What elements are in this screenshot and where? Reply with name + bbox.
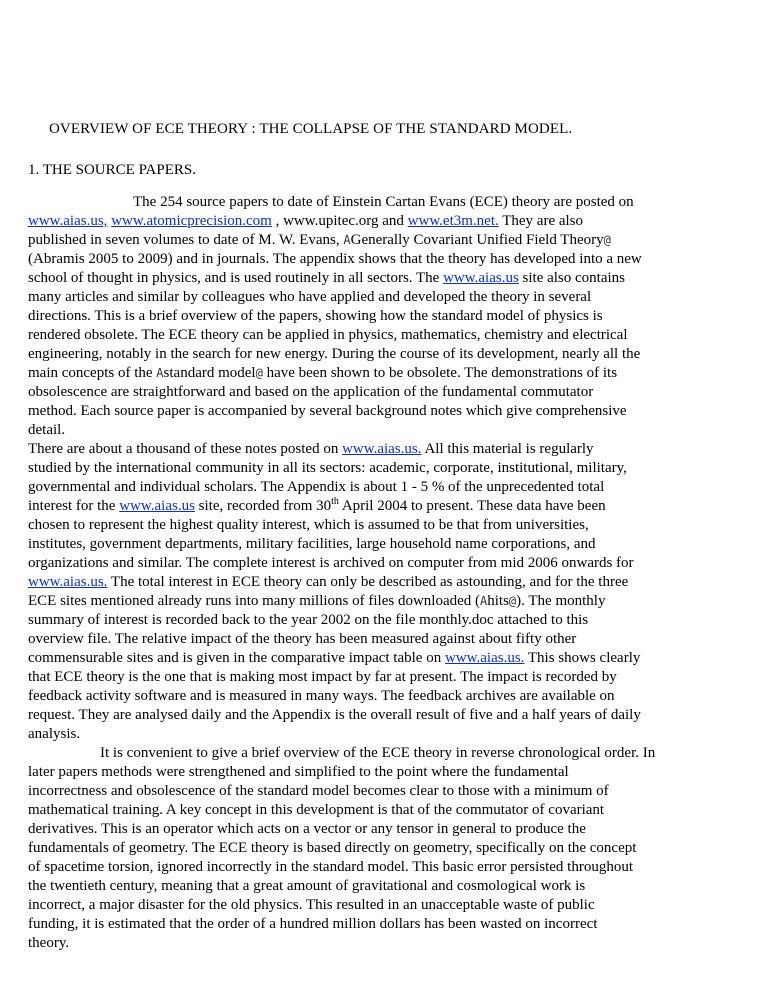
para1-line-10 [28,364,748,383]
para2-line-8 [28,573,748,592]
para1-line-13: detail. [28,422,66,438]
para2-line-5: chosen to represent the highest quality interest, which is assumed to be that from universities, [28,517,589,533]
para3-line-9: incorrect, a major disaster for the old physics. This resulted in an unacceptable waste of public [28,897,595,913]
para2-line-2: studied by the international community in all its sectors: academic, corporate, institutional, military, [28,460,627,476]
quoted-word: hits [487,593,509,609]
para1-line-8: rendered obsolete. The ECE theory can be applied in physics, mathematics, chemistry and electrical [28,327,628,343]
link-et3m[interactable]: www.et3m.net. [407,213,499,229]
para2-text-12b: This shows clearly [524,650,641,666]
para3-line-2: later papers methods were strengthened and simplified to the point where the fundamental [28,764,569,780]
para2-line-15: request. They are analysed daily and the Appendix is the overall result of five and a half years of daily [28,707,641,723]
para2-line-3: governmental and individual scholars. The Appendix is about 1 - 5 % of the unprecedented total [28,479,605,495]
para2-line-10: summary of interest is recorded back to the year 2002 on the file monthly.doc attached to this [28,612,589,628]
para3-line-11: theory. [28,935,70,951]
para2-line-11: overview file. The relative impact of the theory has been measured against about fifty other [28,631,577,647]
para1-text-1: The 254 source papers to date of Einstein Cartan Evans (ECE) theory are posted on [133,194,634,210]
section-heading: 1. THE SOURCE PAPERS. [28,162,196,178]
para2-text-4a: interest for the [28,498,120,514]
para3-line-6: fundamentals of geometry. The ECE theory is based directly on geometry, specifically on the concept [28,840,637,856]
para2-line-16: analysis. [28,726,81,742]
link-aias[interactable]: www.aias.us [443,270,519,286]
para3-line-3: incorrectness and obsolescence of the standard model becomes clear to those with a minimum of [28,783,609,799]
para2-line-9 [28,592,748,611]
link-aias[interactable]: www.aias.us. [28,574,108,590]
para2-line-13: that ECE theory is the one that is making most impact by far at present. The impact is recorded by [28,669,617,685]
para1-text-5a: school of thought in physics, and is used routinely in all sectors. The [28,270,444,286]
para1-text-2b: They are also [498,213,584,229]
para3-line-4: mathematical training. A key concept in this development is that of the commutator of covariant [28,802,605,818]
book-title: Generally Covariant Unified Field Theory [350,232,604,248]
para3-line-1: It is convenient to give a brief overview of the ECE theory in reverse chronological order. In [100,745,656,761]
link-aias[interactable]: www.aias.us. [342,441,422,457]
para2-text-1b: All this material is regularly [421,441,594,457]
link-aias[interactable]: www.aias.us [119,498,195,514]
document-body [28,193,748,953]
para1-line-6: many articles and similar by colleagues who have applied and developed the theory in several [28,289,592,305]
link-atomicprecision[interactable]: www.atomicprecision.com [111,213,272,229]
open-quote-mark: A [156,366,164,380]
para2-line-1 [28,440,748,459]
para1-line-11: obsolescence are straightforward and based on the application of the fundamental commutator [28,384,594,400]
para2-text-4b: site, recorded from 30 [194,498,332,514]
para2-line-4 [28,497,748,516]
para1-text-10b: have been shown to be obsolete. The demonstrations of its [262,365,618,381]
para1-text-10a: main concepts of the [28,365,157,381]
para2-line-12 [28,649,748,668]
open-quote-mark: A [343,233,351,247]
para2-text-4c: April 2004 to present. These data have been [338,498,606,514]
para1-text-2a: , www.upitec.org and [271,213,408,229]
para2-text-12a: commensurable sites and is given in the comparative impact table on [28,650,445,666]
para2-text-9b: ). The monthly [516,593,606,609]
close-quote-mark: @ [603,233,611,247]
open-quote-mark: A [480,594,488,608]
para3-line-8: the twentieth century, meaning that a great amount of gravitational and cosmological work is [28,878,586,894]
link-aias[interactable]: www.aias.us, [28,213,108,229]
para1-line-3 [28,231,748,250]
close-quote-mark: @ [255,366,263,380]
quoted-phrase: standard model [163,365,256,381]
link-aias[interactable]: www.aias.us. [444,650,525,666]
ordinal-superscript: th [331,496,339,507]
document-title: OVERVIEW OF ECE THEORY : THE COLLAPSE OF THE STANDARD MODEL. [49,121,573,137]
para3-line-5: derivatives. This is an operator which acts on a vector or any tensor in general to produce the [28,821,586,837]
para3-line-10: funding, it is estimated that the order of a hundred million dollars has been wasted on incorrect [28,916,598,932]
close-quote-mark: @ [508,594,517,608]
para2-line-7: organizations and similar. The complete interest is archived on computer from mid 2006 onwards for [28,555,634,571]
para3-line-7: of spacetime torsion, ignored incorrectly in the standard model. This basic error persisted throughout [28,859,633,875]
para1-line-12: method. Each source paper is accompanied by several background notes which give comprehensive [28,403,627,419]
para1-line-9: engineering, notably in the search for new energy. During the course of its development, nearly all the [28,346,641,362]
para2-text-1a: There are about a thousand of these notes posted on [28,441,343,457]
para1-text-5b: site also contains [518,270,626,286]
para2-line-14: feedback activity software and is measured in many ways. The feedback archives are available on [28,688,615,704]
para2-line-6: institutes, government departments, military facilities, large household name corporations, and [28,536,596,552]
para2-text-9a: ECE sites mentioned already runs into many millions of files downloaded ( [28,593,480,609]
para2-text-8: The total interest in ECE theory can only be described as astounding, and for the three [107,574,629,590]
para1-line-2 [28,212,748,231]
para1-line-1 [28,193,748,212]
para1-line-7: directions. This is a brief overview of the papers, showing how the standard model of physics is [28,308,603,324]
para1-line-5 [28,269,748,288]
para1-text-3: published in seven volumes to date of M. W. Evans, [28,232,344,248]
para1-line-4: (Abramis 2005 to 2009) and in journals. The appendix shows that the theory has developed into a new [28,251,642,267]
